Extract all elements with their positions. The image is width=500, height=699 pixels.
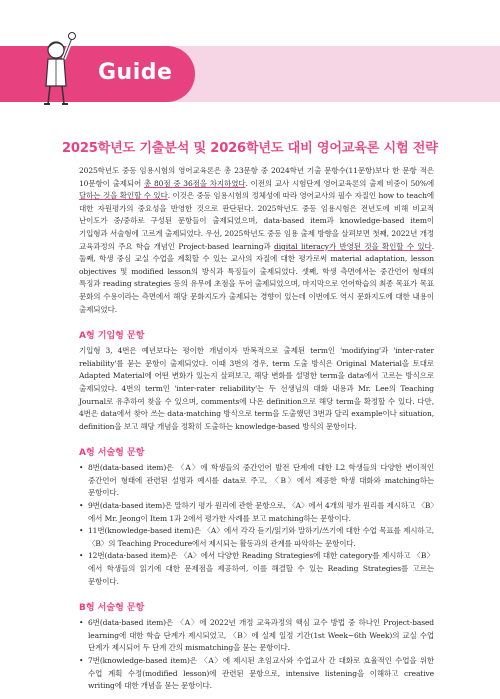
intro-highlight: digital literacy가 반영된 것을 확인할 수 있다	[274, 241, 432, 251]
intro-paragraph	[79, 165, 434, 316]
intro-highlight: 달하는 것을 확인할 수 있다	[79, 191, 168, 201]
list-item: • 8번(data-based item)은 〈A〉에 학생들의 중간언어 발전 단계에 대한 L2 학생들의 다양한 변이적인 중간언어 형태에 관련된 설명과 예시를 data로 주고, 〈B〉에서 제공한 학생 대화와 matching하는 문항이다.	[79, 462, 434, 500]
section-b-essay-heading: B형 서술형 문항	[79, 603, 145, 614]
section-b-essay-list	[79, 617, 434, 693]
intro-text: . 이전의 교사 시험단계 영어교육론의 출제 비중이 50%에	[245, 178, 435, 188]
list-item: • 7번(knowledge-based item)은 〈A〉에 제시된 초임교사와 수업교사 간 대화로 효율적인 수업을 위한 수업 계획 수정(modified lesson)에 관련된 문항으로, intensive listening을 이해하고 creative writing에 대한 개념을 묻는 문항이다.	[79, 655, 434, 693]
intro-highlight: 총 80점 중 36점을 차지하였다	[144, 178, 246, 188]
intro-text: . 둘째, 학생 중심 교실 수업을 계획할 수 있는 교사의 자질에 대한 평가로써 material adaptation, lesson objectives 및 modified lesson의 방식과 특징들이 출제되었다. 셋째, 학생 측면에서는 중간언어 형태의 특징과 reading strategies 등의 유무에 초점을 두어 출제되었으며, 마지막으로 언어학습의 최종 목표가 목표 문화의 수용이라는 측면에서 해당 문화지도가 출제되는 경향이 있는데 이번에도 역시 문화지도에 대한 내용이 출제되었다.	[79, 241, 434, 314]
list-item: • 12번(data-based item)은 〈A〉에서 다양한 Reading Strategies에 대한 category를 제시하고 〈B〉에서 학생들의 읽기에 대한 문제점을 제공하여, 이를 해결할 수 있는 Reading Strategies를 고르는 문항이다.	[79, 550, 434, 588]
intro-text: 2025학년도 중등 임용시험의 영어교육론은 총 23문항 중 2024학년 기출 문항수(11문항)보다 한 문항 적은 10문항이 출제되어	[79, 166, 434, 188]
intro-text: . 이것은 중등 임용시험의 정체성에 따라 영어교사의 필수 자질인 how to teach에 대한 자원평가의 중요성을 반영한 것으로 판단된다. 2025학년도 중등 임용시험은 전년도에 비해 비교적 난이도가 중/중하로 구성된 문항들이 출제되었으며, data-based item과 knowledge-based item이 기입형과 서술형에 고르게 출제되었다. 우선, 2025학년도 중등 임용 출제 방향을 살펴보면 첫째, 2022년 개정 교육과정의 주요 학습 개념인 Project-based learning과	[79, 191, 434, 251]
list-item: • 11번(knowledge-based item)은 〈A〉에서 각각 듣기/읽기와 말하기/쓰기에 대한 수업 목표를 제시하고, 〈B〉의 Teaching Procedure에서 제시되는 활동과의 관계를 파악하는 문항이다.	[79, 525, 434, 550]
section-a-fill-body: 기입형 3, 4번은 예년보다는 평이한 개념이자 반복적으로 출제된 term인 'modifying'과 'inter-rater reliability'를 묻는 문항이 출제되었다. 이때 3번의 경우, term 도출 방식은 Original Material을 토대로 Adapted Material에 어떤 변화가 있는지 살펴보고, 해당 변화를 설명한 term을 data에서 고르는 방식으로 출제되었다. 4번의 term인 'inter-rater reliability'는 두 선생님의 대화 내용과 Mr. Lee의 Teaching Journal로 유추하여 찾을 수 있으며, comments에 나온 definition으로 해당 term을 확정할 수 있다. 다만, 4번은 data에서 찾아 쓰는 data-matching 방식으로 term을 도출했던 3번과 달리 example이나 situation, definition을 보고 해당 개념을 정확히 도출하는 knowledge-based 방식의 문항이다.	[79, 346, 434, 431]
list-item: • 9번(data-based item)은 말하기 평가 원리에 관한 문항으로, 〈A〉에서 4개의 평가 원리를 제시하고 〈B〉에서 Mr. Jeong이 Item 1과 2에서 평가한 사례를 보고 matching하는 문항이다.	[79, 500, 434, 525]
section-a-fill-heading: A형 기입형 문항	[79, 331, 145, 342]
section-a-essay-list	[79, 462, 434, 588]
section-a-essay-heading: A형 서술형 문항	[79, 448, 145, 459]
student-figure-icon	[26, 28, 88, 108]
page-title: 2025학년도 기출분석 및 2026학년도 대비 영어교육론 시험 전략	[62, 141, 438, 156]
guide-label: Guide	[98, 60, 173, 85]
main-content	[79, 165, 434, 699]
list-item: • 6번(data-based item)은 〈A〉에 2022년 개정 교육과정의 핵심 교수 방법 중 하나인 Project-based learning에 대한 학습 단계가 제시되었고, 〈B〉에 실제 일정 기간(1st Week~6th Week)의 교실 수업 단계가 제시되어 두 단계 간의 mismatching을 묻는 문항이다.	[79, 617, 434, 655]
